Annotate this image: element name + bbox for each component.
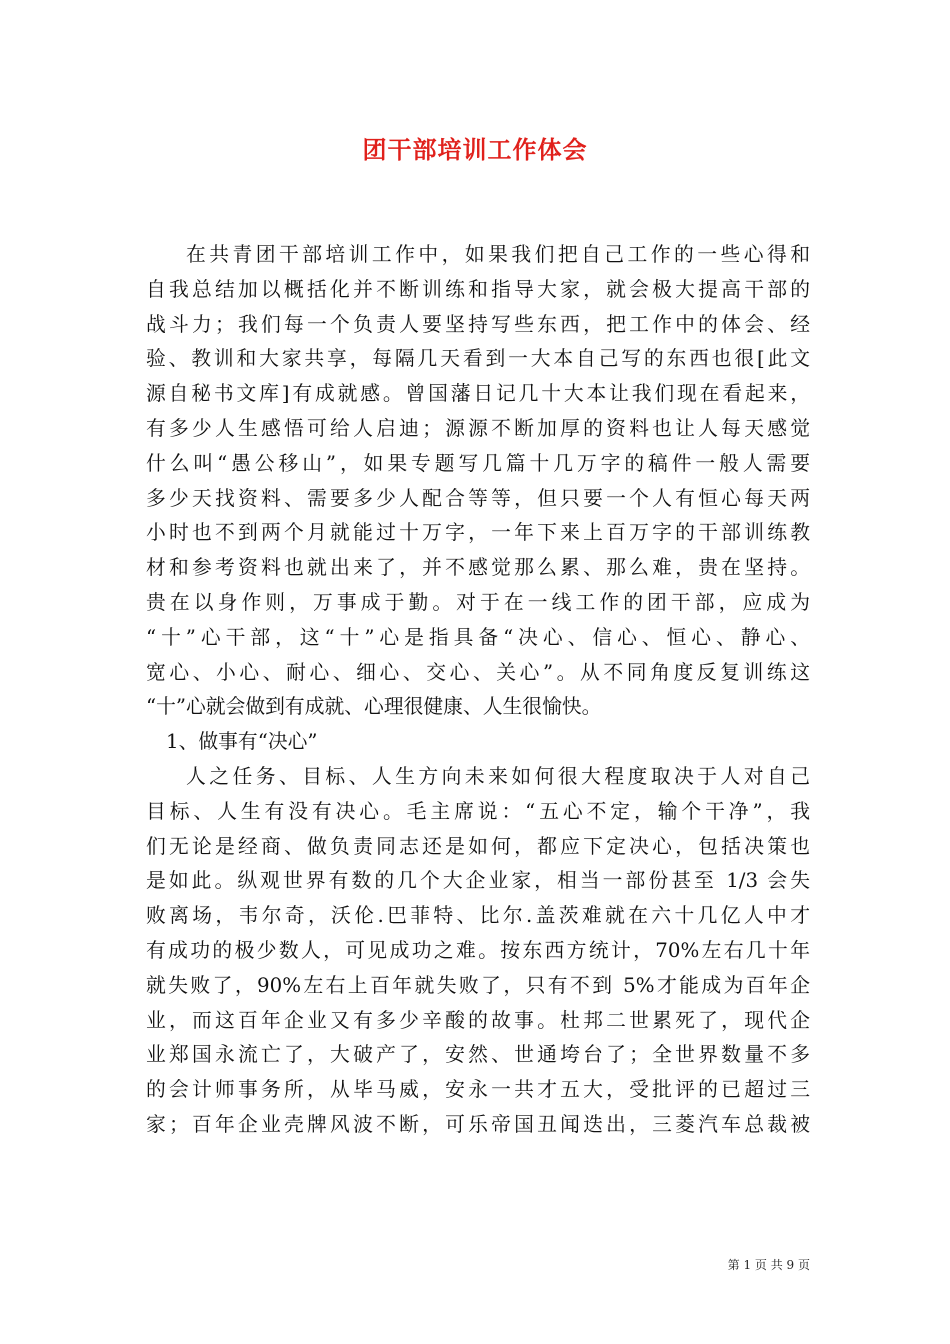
body-line: 败离场，韦尔奇，沃伦.巴菲特、比尔.盖茨难就在六十几亿人中才: [146, 904, 810, 928]
body-line: 多少天找资料、需要多少人配合等等，但只要一个人有恒心每天两: [146, 486, 810, 510]
body-line: 自我总结加以概括化并不断训练和指导大家，就会极大提高干部的: [146, 277, 810, 301]
body-line: 有多少人生感悟可给人启迪；源源不断加厚的资料也让人每天感觉: [146, 416, 810, 440]
body-line: “十”心就会做到有成就、心理很健康、人生很愉快。: [146, 695, 602, 719]
body-line: “十”心干部，这“十”心是指具备“决心、信心、恒心、静心、: [146, 625, 810, 649]
body-line: 是如此。纵观世界有数的几个大企业家，相当一部份甚至 1/3 会失: [146, 869, 810, 893]
body-line: 宽心、小心、耐心、细心、交心、关心”。从不同角度反复训练这: [146, 660, 810, 684]
document-title: 团干部培训工作体会: [362, 135, 588, 164]
body-line: 贵在以身作则，万事成于勤。对于在一线工作的团干部，应成为: [146, 590, 810, 614]
body-line: 小时也不到两个月就能过十万字，一年下来上百万字的干部训练教: [146, 521, 810, 545]
body-line: 人之任务、目标、人生方向未来如何很大程度取决于人对自己: [186, 764, 810, 788]
body-line: 什么叫“愚公移山”，如果专题写几篇十几万字的稿件一般人需要: [146, 451, 810, 475]
body-line: 材和参考资料也就出来了，并不感觉那么累、那么难，贵在坚持。: [146, 556, 810, 580]
body-line: 们无论是经商、做负责同志还是如何，都应下定决心，包括决策也: [146, 834, 810, 858]
body-line: 的会计师事务所，从毕马威，安永一共才五大，受批评的已超过三: [146, 1078, 810, 1102]
body-line: 业，而这百年企业又有多少辛酸的故事。杜邦二世累死了，现代企: [146, 1008, 810, 1032]
body-line: 源自秘书文库]有成就感。曾国藩日记几十大本让我们现在看起来，: [146, 382, 810, 406]
section-heading: 1、做事有“决心”: [166, 730, 318, 754]
body-line: 有成功的极少数人，可见成功之难。按东西方统计，70%左右几十年: [146, 938, 810, 962]
body-line: 业郑国永流亡了，大破产了，安然、世通垮台了；全世界数量不多: [146, 1043, 810, 1067]
page-number-footer: 第 1 页 共 9 页: [727, 1258, 810, 1272]
document-body: [146, 238, 810, 1143]
body-line: 就失败了，90%左右上百年就失败了，只有不到 5%才能成为百年企: [146, 973, 810, 997]
body-line: 在共青团干部培训工作中，如果我们把自己工作的一些心得和: [186, 243, 810, 266]
body-line: 目标、人生有没有决心。毛主席说：“五心不定，输个干净”，我: [146, 799, 810, 823]
body-line: 验、教训和大家共享，每隔几天看到一大本自己写的东西也很[此文: [146, 347, 810, 371]
body-line: 战斗力；我们每一个负责人要坚持写些东西，把工作中的体会、经: [146, 312, 810, 336]
body-line: 家；百年企业壳牌风波不断，可乐帝国丑闻迭出，三菱汽车总裁被: [146, 1112, 810, 1136]
